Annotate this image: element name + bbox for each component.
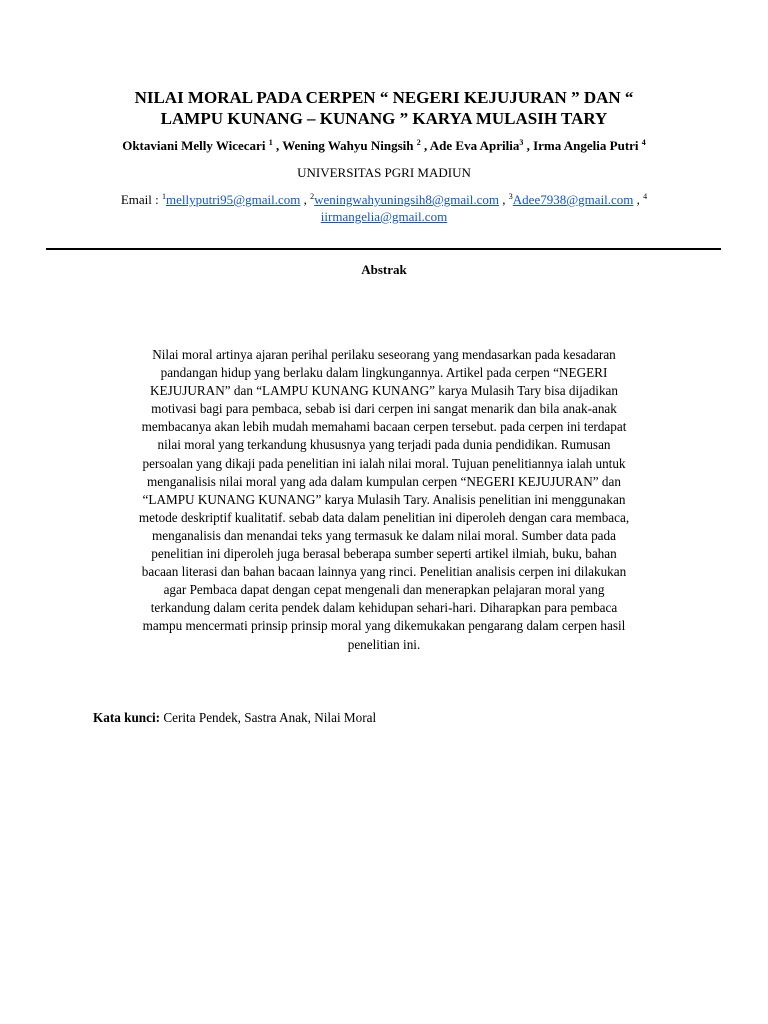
abstract-line: menganalisis dan menandai teks yang termasuk ke dalam nilai moral. Sumber data pada bbox=[152, 527, 616, 543]
header-divider bbox=[46, 248, 721, 250]
email-mark: 4 bbox=[643, 192, 648, 201]
email-link[interactable]: Adee7938@gmail.com bbox=[512, 192, 634, 207]
abstract-line: nilai moral yang terkandung khususnya yang terjadi pada dunia pendidikan. Rumusan bbox=[157, 437, 611, 453]
abstract-line: terkandung dalam cerita pendek dalam kehidupan sehari-hari. Diharapkan para pembaca bbox=[150, 600, 618, 616]
email-label: Email : bbox=[120, 192, 162, 207]
author-affiliation-mark: 3 bbox=[519, 138, 524, 147]
email-link[interactable]: iirmangelia@gmail.com bbox=[320, 209, 448, 224]
abstract-line: menganalisis nilai moral yang ada dalam kumpulan cerpen “NEGERI KEJUJURAN” dan bbox=[147, 473, 621, 489]
author-name: Wening Wahyu Ningsih bbox=[282, 138, 414, 153]
abstract-line: penelitian ini. bbox=[347, 636, 421, 652]
author-separator: , bbox=[523, 138, 534, 153]
keywords-value: Cerita Pendek, Sastra Anak, Nilai Moral bbox=[160, 710, 377, 725]
author-name: Irma Angelia Putri bbox=[533, 138, 639, 153]
author-list bbox=[40, 138, 728, 154]
email-block bbox=[60, 191, 708, 225]
author-affiliation-mark: 1 bbox=[268, 138, 273, 147]
email-separator: , bbox=[499, 192, 509, 207]
email-separator: , bbox=[300, 192, 311, 207]
author-affiliation-mark: 2 bbox=[416, 138, 421, 147]
abstract-line: bacaan literasi dan bahan bacaan lainnya yang rinci. Penelitian analisis cerpen ini dilakukan bbox=[141, 564, 627, 580]
abstract-line: penelitian ini diperoleh juga berasal beberapa sumber seperti artikel ilmiah, buku, bahan bbox=[151, 546, 617, 562]
paper-title bbox=[70, 87, 698, 129]
abstract-line: metode deskriptif kualitatif. sebab data dalam penelitian ini diperoleh dengan cara membaca, bbox=[138, 509, 630, 525]
author-name: Ade Eva Aprilia bbox=[429, 138, 520, 153]
abstract-line: persoalan yang dikaji pada penelitian ini ialah nilai moral. Tujuan penelitiannya ialah untuk bbox=[142, 455, 626, 471]
title-line-1: NILAI MORAL PADA CERPEN “ NEGERI KEJUJURAN ” DAN “ bbox=[134, 88, 634, 107]
abstract-line: motivasi bagi para pembaca, sebab isi dari cerpen ini sangat menarik dan bila anak-anak bbox=[151, 401, 617, 417]
keywords bbox=[93, 710, 376, 726]
email-mark: 3 bbox=[508, 192, 513, 201]
email-separator: , bbox=[633, 192, 644, 207]
keywords-label: Kata kunci: bbox=[93, 710, 161, 725]
abstract-line: agar Pembaca dapat dengan cepat mengenali dan menerapkan pelajaran moral yang bbox=[163, 582, 605, 598]
abstract-body bbox=[92, 346, 676, 654]
abstract-line: pandangan hidup yang berlaku dalam lingkungannya. Artikel pada cerpen “NEGERI bbox=[160, 365, 608, 381]
abstract-heading: Abstrak bbox=[361, 262, 407, 277]
author-separator: , bbox=[420, 138, 430, 153]
email-mark: 1 bbox=[161, 192, 166, 201]
abstract-line: KEJUJURAN” dan “LAMPU KUNANG KUNANG” karya Mulasih Tary bisa dijadikan bbox=[149, 383, 618, 399]
abstract-line: “LAMPU KUNANG KUNANG” karya Mulasih Tary. Analisis penelitian ini menggunakan bbox=[142, 491, 626, 507]
abstract-line: membacanya akan lebih mudah memahami bacaan cerpen tersebut. pada cerpen ini terdapat bbox=[141, 419, 627, 435]
title-line-2: LAMPU KUNANG – KUNANG ” KARYA MULASIH TARY bbox=[160, 109, 608, 128]
abstract-line: Nilai moral artinya ajaran perihal perilaku seseorang yang mendasarkan pada kesadaran bbox=[152, 347, 616, 362]
author-name: Oktaviani Melly Wicecari bbox=[122, 138, 266, 153]
email-mark: 2 bbox=[310, 192, 315, 201]
email-link[interactable]: weningwahyuningsih8@gmail.com bbox=[314, 192, 500, 207]
abstract-line: mampu mencermati prinsip prinsip moral yang dikemukakan pengarang dalam cerpen hasil bbox=[142, 618, 626, 634]
author-separator: , bbox=[272, 138, 283, 153]
affiliation: UNIVERSITAS PGRI MADIUN bbox=[297, 165, 471, 180]
author-affiliation-mark: 4 bbox=[641, 138, 646, 147]
email-link[interactable]: mellyputri95@gmail.com bbox=[165, 192, 301, 207]
